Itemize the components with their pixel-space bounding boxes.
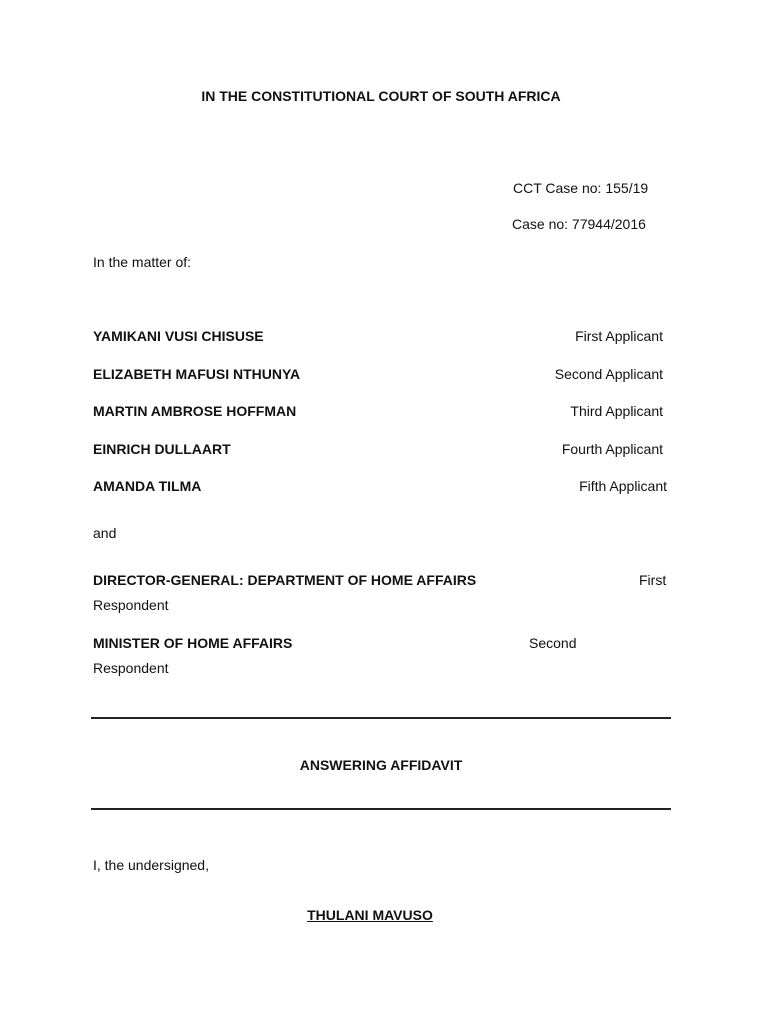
applicant-role-3: Third Applicant bbox=[570, 403, 663, 419]
respondent-name-1: DIRECTOR-GENERAL: DEPARTMENT OF HOME AFFAIRS bbox=[93, 572, 477, 588]
applicant-role-1: First Applicant bbox=[575, 328, 663, 344]
applicant-name-5: AMANDA TILMA bbox=[93, 478, 202, 494]
applicant-name-2: ELIZABETH MAFUSI NTHUNYA bbox=[93, 366, 301, 382]
applicant-role-5: Fifth Applicant bbox=[579, 478, 667, 494]
respondent-role-1-cont: Respondent bbox=[93, 597, 169, 613]
court-title: IN THE CONSTITUTIONAL COURT OF SOUTH AFRICA bbox=[201, 88, 561, 104]
respondent-role-2-cont: Respondent bbox=[93, 660, 169, 676]
applicant-role-4: Fourth Applicant bbox=[561, 441, 663, 457]
applicant-name-3: MARTIN AMBROSE HOFFMAN bbox=[93, 403, 297, 419]
bottom-rule bbox=[91, 808, 671, 810]
conjunction-and: and bbox=[93, 525, 117, 541]
deponent-name: THULANI MAVUSO bbox=[307, 907, 433, 923]
cct-case-number: CCT Case no: 155/19 bbox=[513, 180, 649, 196]
respondent-name-2: MINISTER OF HOME AFFAIRS bbox=[93, 635, 293, 651]
respondent-role-2: Second bbox=[529, 635, 577, 651]
opening-statement: I, the undersigned, bbox=[93, 857, 209, 873]
respondent-role-1: First bbox=[639, 572, 667, 588]
applicant-name-4: EINRICH DULLAART bbox=[93, 441, 231, 457]
matter-intro: In the matter of: bbox=[93, 254, 192, 270]
case-number: Case no: 77944/2016 bbox=[512, 216, 646, 232]
top-rule bbox=[91, 717, 671, 719]
applicant-role-2: Second Applicant bbox=[554, 366, 663, 382]
applicant-name-1: YAMIKANI VUSI CHISUSE bbox=[93, 328, 264, 344]
document-title: ANSWERING AFFIDAVIT bbox=[299, 757, 463, 773]
